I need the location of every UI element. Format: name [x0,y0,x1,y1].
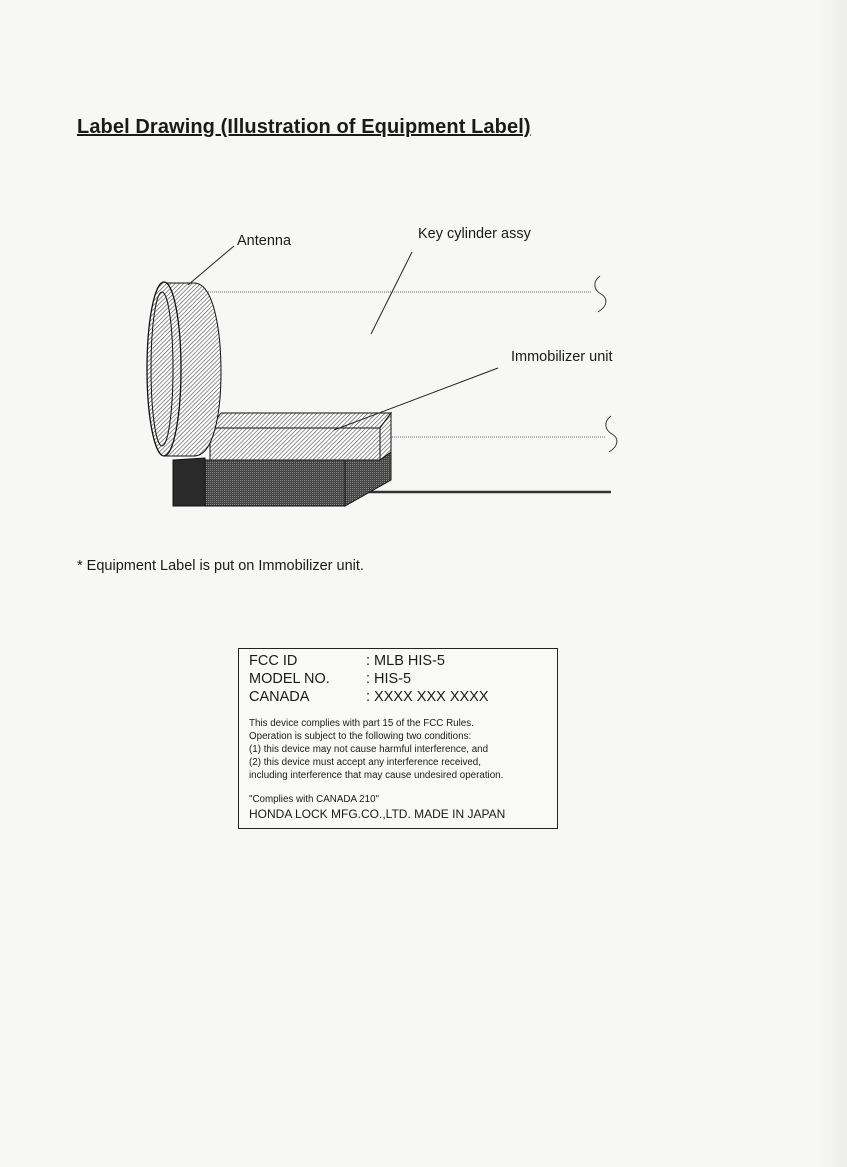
antenna-leader [188,246,234,285]
antenna-label: Antenna [237,233,292,249]
statement-line: including interference that may cause undesired operation. [249,770,504,781]
immobilizer-top [210,413,391,428]
immobilizer-label: Immobilizer unit [511,349,613,365]
field-key: MODEL NO. [249,671,330,687]
key-cylinder-label: Key cylinder assy [418,226,531,242]
break-mark-bottom [606,416,617,452]
canada-compliance-note: "Complies with CANADA 210" [249,794,380,805]
base-block-left [173,458,205,506]
immobilizer-front [210,428,380,460]
placement-note: * Equipment Label is put on Immobilizer unit. [77,558,364,574]
page-title: Label Drawing (Illustration of Equipment Label) [77,116,531,138]
antenna-ring-inner [151,292,173,446]
field-value: : XXXX XXX XXXX [366,689,489,705]
statement-line: This device complies with part 15 of the FCC Rules. [249,718,474,729]
field-key: CANADA [249,689,310,705]
break-mark-top [595,276,606,312]
equipment-label [238,648,558,829]
statement-line: (2) this device must accept any interference received, [249,757,481,768]
field-value: : HIS-5 [366,671,412,687]
manufacturer-line: HONDA LOCK MFG.CO.,LTD. MADE IN JAPAN [249,807,506,821]
immobilizer-leader [334,368,498,430]
field-value: : MLB HIS-5 [366,653,445,669]
key-cylinder-leader [371,252,412,334]
statement-line: Operation is subject to the following two conditions: [249,731,472,742]
equipment-illustration [0,0,847,560]
field-key: FCC ID [249,653,298,669]
statement-line: (1) this device may not cause harmful interference, and [249,744,489,755]
